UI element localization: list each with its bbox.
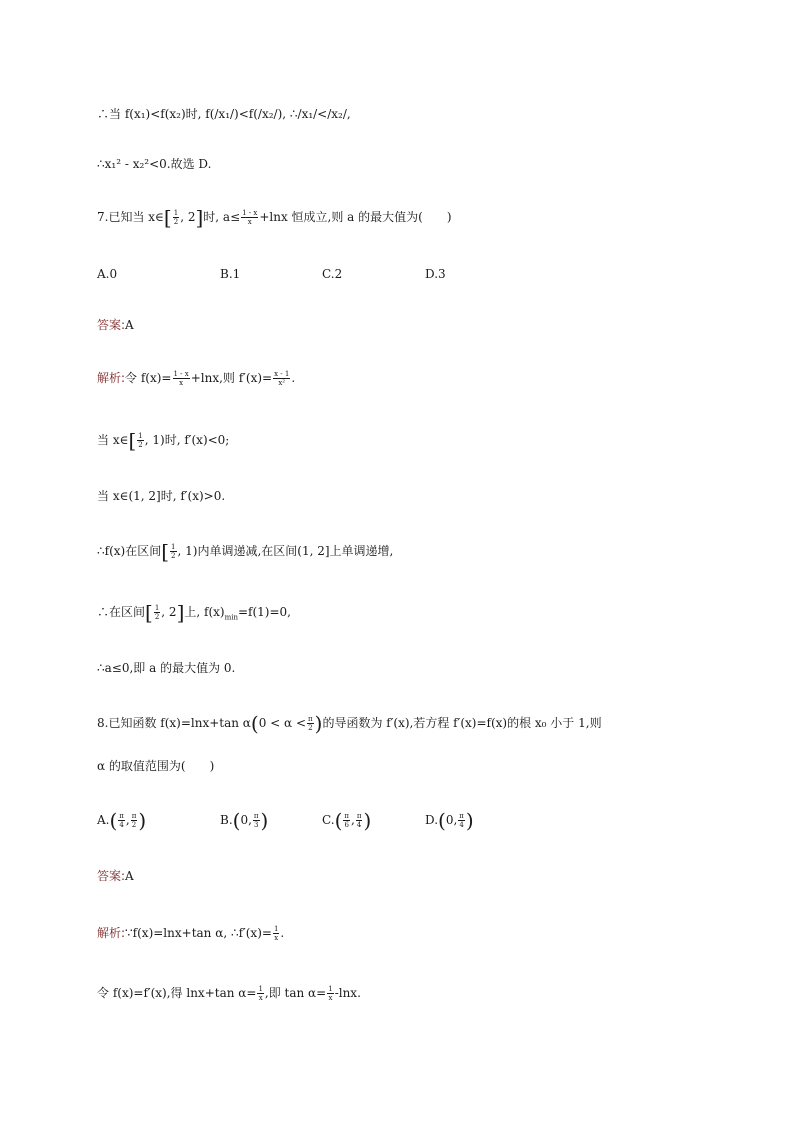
q8-text: 8.已知函数 f(x)=lnx+tan α: [97, 716, 251, 730]
fraction: [137, 432, 143, 449]
fraction-denominator: 4: [459, 821, 464, 829]
fraction-denominator: 2: [171, 552, 176, 560]
fraction: [131, 812, 138, 829]
fraction: [118, 812, 125, 829]
fraction-denominator: x: [328, 994, 333, 1002]
q8-solution-line-1: [97, 925, 284, 942]
fraction: [173, 209, 179, 226]
q7-answer: [97, 317, 134, 333]
fraction-numerator: π: [253, 812, 259, 820]
fraction: [273, 370, 290, 387]
answer-label: 答案:: [97, 869, 126, 883]
fraction-numerator: 1: [138, 432, 143, 440]
paren-close: ): [465, 808, 474, 833]
q7-mid: 时, a≤: [203, 210, 241, 224]
separator: ,: [248, 813, 252, 827]
solution-text: , 1)时, f′(x)<0;: [144, 433, 230, 447]
paren-open: (: [109, 808, 118, 833]
q7-solution-line-6: ∴a≤0,即 a 的最大值为 0.: [97, 661, 236, 675]
bracket-open: [: [161, 539, 170, 564]
fraction-numerator: x - 1: [274, 370, 290, 378]
paren-open: (: [250, 711, 259, 736]
fraction-denominator: 6: [344, 821, 349, 829]
option-value: 0: [445, 813, 454, 827]
paren-open: (: [232, 808, 241, 833]
option-label: C.: [322, 813, 335, 827]
fraction-numerator: π: [356, 812, 362, 820]
paren-close: ): [260, 808, 269, 833]
solution-text: +lnx,则 f′(x)=: [190, 371, 273, 385]
fraction: [257, 985, 263, 1002]
text-line-2: ∴x₁² - x₂²<0.故选 D.: [97, 157, 212, 171]
fraction: [458, 812, 465, 829]
solution-label: 解析:: [97, 926, 126, 940]
solution-text: , 2: [161, 605, 177, 619]
fraction: [241, 209, 258, 226]
q8-solution-line-2: [97, 985, 361, 1002]
fraction-numerator: π: [119, 812, 124, 820]
fraction: [307, 715, 314, 732]
fraction-numerator: 1 - x: [242, 209, 258, 217]
separator: ,: [453, 813, 458, 827]
q7-solution-line-1: [97, 370, 295, 387]
q8-text: 的导函数为 f′(x),若方程 f′(x)=f(x)的根 x₀ 小于 1,则: [322, 716, 602, 730]
solution-text: -lnx.: [334, 986, 361, 1000]
separator: ,: [125, 813, 130, 827]
text-line-1: ∴当 f(x₁)<f(x₂)时, f(/x₁/)<f(/x₂/), ∴/x₁/</x₂/,: [97, 107, 351, 121]
fraction-denominator: 2: [131, 821, 137, 829]
q7-solution-line-4: [97, 539, 394, 564]
fraction-denominator: x: [247, 218, 252, 226]
fraction-denominator: 2: [154, 613, 160, 621]
q7-solution-line-5: [97, 600, 291, 625]
subscript: min: [224, 613, 238, 622]
bracket-open: [: [128, 428, 137, 453]
solution-text: .: [280, 926, 285, 940]
answer-label: 答案:: [97, 318, 126, 332]
fraction: [154, 604, 160, 621]
fraction-numerator: π: [344, 812, 349, 820]
solution-text: 上, f(x): [184, 605, 225, 619]
separator: ,: [351, 813, 355, 827]
option-label: D.: [425, 813, 439, 827]
fraction-denominator: x: [179, 379, 184, 387]
fraction: [343, 812, 350, 829]
solution-text: .: [291, 371, 296, 385]
paren-open: (: [334, 808, 343, 833]
q7-option-b: B.1: [220, 267, 241, 281]
q8-option-d: [425, 808, 474, 833]
q7-suffix: +lnx 恒成立,则 a 的最大值为( ): [259, 210, 452, 224]
fraction-denominator: x: [258, 994, 263, 1002]
q8-option-c: [322, 808, 372, 833]
bracket-open: [: [145, 600, 153, 625]
fraction-numerator: π: [308, 715, 313, 723]
paren-close: ): [363, 808, 372, 833]
fraction: [273, 925, 279, 942]
fraction-numerator: π: [131, 812, 137, 820]
question-7: [97, 205, 452, 230]
solution-text: ∵f(x)=lnx+tan α, ∴f′(x)=: [125, 926, 272, 940]
q7-option-c: C.2: [322, 267, 343, 281]
fraction-denominator: 2: [308, 724, 313, 732]
answer-value: A: [125, 318, 134, 332]
fraction-numerator: 1: [258, 985, 263, 993]
fraction-denominator: x²: [278, 379, 286, 387]
answer-value: A: [125, 869, 134, 883]
bracket-close: ]: [176, 600, 185, 625]
solution-text: ∴在区间: [97, 605, 146, 619]
paren-close: ): [138, 808, 147, 833]
fraction-numerator: 1: [273, 925, 279, 933]
fraction-denominator: 2: [138, 441, 143, 449]
fraction: [170, 543, 176, 560]
option-value: 0: [240, 813, 249, 827]
solution-text: ,即 tan α=: [264, 986, 327, 1000]
option-label: A.: [97, 813, 110, 827]
q8-option-b: [220, 808, 269, 833]
solution-text: 令 f(x)=: [125, 371, 172, 385]
q7-solution-line-2: [97, 428, 230, 453]
question-8-line-2: α 的取值范围为( ): [97, 759, 215, 773]
solution-text: 令 f(x)=f′(x),得 lnx+tan α=: [97, 986, 257, 1000]
q7-option-a: A.0: [97, 267, 118, 281]
bracket-open: [: [163, 205, 172, 230]
fraction-numerator: 1 - x: [173, 370, 189, 378]
fraction-numerator: 1: [154, 604, 160, 612]
q8-answer: [97, 868, 134, 884]
solution-text: , 1)内单调递减,在区间(1, 2]上单调递增,: [177, 544, 394, 558]
fraction-denominator: 4: [119, 821, 124, 829]
solution-text: ∴f(x)在区间: [97, 544, 162, 558]
q7-solution-line-3: 当 x∈(1, 2]时, f′(x)>0.: [97, 489, 226, 503]
fraction-denominator: 2: [173, 218, 179, 226]
fraction-numerator: 1: [173, 209, 179, 217]
question-8: [97, 711, 602, 736]
q7-prefix: 7.已知当 x∈: [97, 210, 164, 224]
paren-open: (: [438, 808, 446, 833]
fraction-denominator: 4: [356, 821, 362, 829]
q8-option-a: [97, 808, 147, 833]
bracket-close: ]: [195, 205, 204, 230]
q7-option-d: D.3: [425, 267, 446, 281]
fraction-denominator: x: [274, 934, 279, 942]
fraction-denominator: 3: [253, 821, 259, 829]
fraction-numerator: 1: [171, 543, 176, 551]
solution-label: 解析:: [97, 371, 126, 385]
q8-text: 0 < α <: [258, 716, 307, 730]
fraction: [173, 370, 190, 387]
q7-interval-tail: , 2: [180, 210, 196, 224]
solution-text: =f(1)=0,: [237, 605, 291, 619]
option-label: B.: [220, 813, 233, 827]
fraction: [327, 985, 333, 1002]
paren-close: ): [314, 711, 323, 736]
fraction: [356, 812, 363, 829]
solution-text: 当 x∈: [97, 433, 129, 447]
fraction-numerator: π: [459, 812, 464, 820]
fraction: [253, 812, 260, 829]
fraction-numerator: 1: [328, 985, 333, 993]
